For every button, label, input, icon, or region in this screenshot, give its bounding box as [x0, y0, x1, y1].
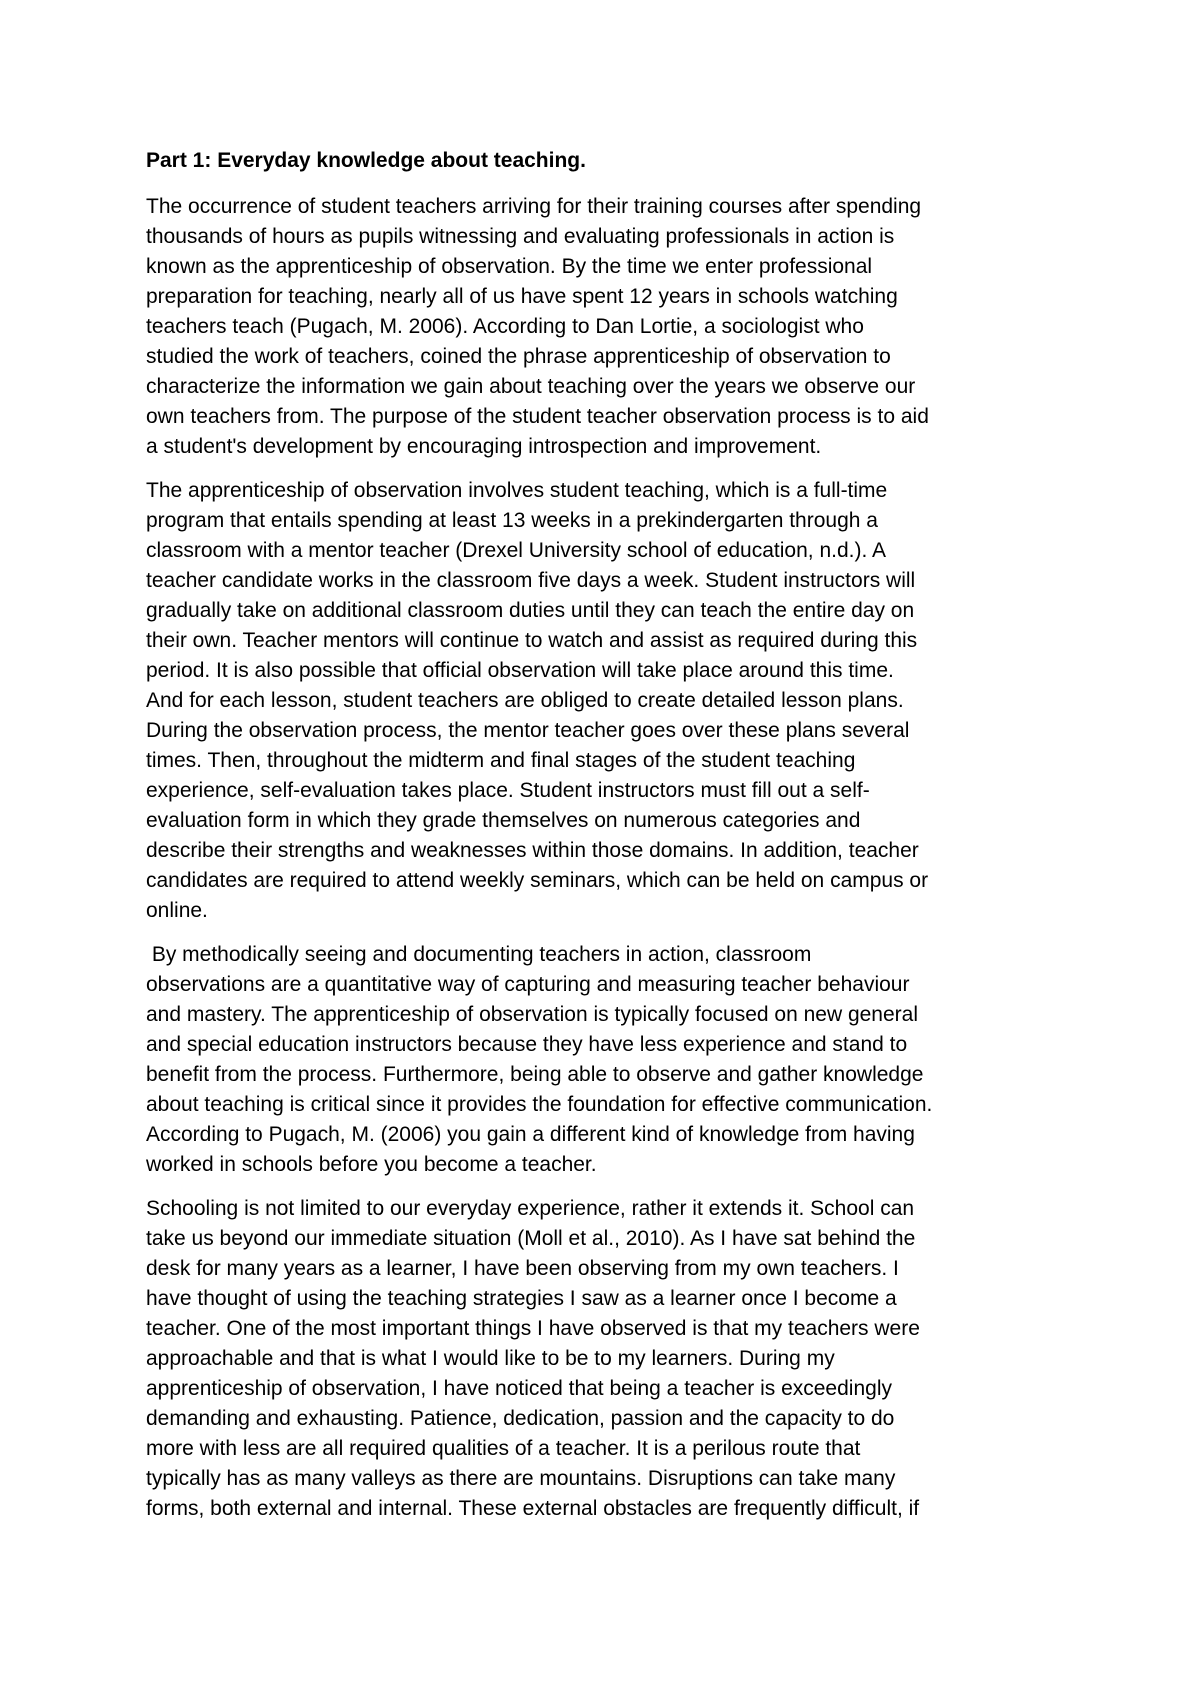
paragraph-2 — [146, 476, 1100, 926]
text-line: approachable and that is what I would like to be to my learners. During my — [146, 1347, 835, 1370]
text-line: And for each lesson, student teachers are obliged to create detailed lesson plans. — [146, 689, 904, 712]
text-line: teacher. One of the most important things I have observed is that my teachers were — [146, 1317, 920, 1340]
text-line: about teaching is critical since it provides the foundation for effective communication. — [146, 1093, 933, 1116]
text-line: The occurrence of student teachers arriving for their training courses after spending — [146, 195, 922, 218]
text-line: apprenticeship of observation, I have noticed that being a teacher is exceedingly — [146, 1377, 892, 1400]
paragraph-4 — [146, 1194, 1100, 1524]
text-line: their own. Teacher mentors will continue to watch and assist as required during this — [146, 629, 918, 652]
text-line: evaluation form in which they grade themselves on numerous categories and — [146, 809, 861, 832]
text-line: The apprenticeship of observation involves student teaching, which is a full-time — [146, 479, 888, 502]
text-line: and special education instructors because they have less experience and stand to — [146, 1033, 908, 1056]
text-line: According to Pugach, M. (2006) you gain a different kind of knowledge from having — [146, 1123, 915, 1146]
text-line: program that entails spending at least 13 weeks in a prekindergarten through a — [146, 509, 878, 532]
text-line: During the observation process, the mentor teacher goes over these plans several — [146, 719, 910, 742]
text-line: demanding and exhausting. Patience, dedication, passion and the capacity to do — [146, 1407, 895, 1430]
text-line: benefit from the process. Furthermore, being able to observe and gather knowledge — [146, 1063, 924, 1086]
text-line: take us beyond our immediate situation (Moll et al., 2010). As I have sat behind the — [146, 1227, 916, 1250]
text-line: known as the apprenticeship of observation. By the time we enter professional — [146, 255, 873, 278]
text-line: observations are a quantitative way of capturing and measuring teacher behaviour — [146, 973, 910, 996]
text-line: gradually take on additional classroom duties until they can teach the entire day on — [146, 599, 915, 622]
text-line: teachers teach (Pugach, M. 2006). According to Dan Lortie, a sociologist who — [146, 315, 864, 338]
text-line: period. It is also possible that official observation will take place around this time. — [146, 659, 894, 682]
text-line: characterize the information we gain about teaching over the years we observe our — [146, 375, 916, 398]
text-line: By methodically seeing and documenting teachers in action, classroom — [146, 943, 812, 966]
text-line: online. — [146, 899, 208, 922]
text-line: studied the work of teachers, coined the phrase apprenticeship of observation to — [146, 345, 891, 368]
text-line: forms, both external and internal. These external obstacles are frequently difficult, if — [146, 1497, 920, 1520]
text-line: thousands of hours as pupils witnessing and evaluating professionals in action is — [146, 225, 895, 248]
text-line: preparation for teaching, nearly all of us have spent 12 years in schools watching — [146, 285, 898, 308]
text-line: classroom with a mentor teacher (Drexel University school of education, n.d.). A — [146, 539, 886, 562]
text-line: times. Then, throughout the midterm and final stages of the student teaching — [146, 749, 856, 772]
text-line: worked in schools before you become a teacher. — [146, 1153, 597, 1176]
paragraph-1 — [146, 192, 1100, 462]
text-line: experience, self-evaluation takes place. Student instructors must fill out a self- — [146, 779, 870, 802]
text-line: candidates are required to attend weekly seminars, which can be held on campus or — [146, 869, 929, 892]
text-line: teacher candidate works in the classroom five days a week. Student instructors will — [146, 569, 916, 592]
text-line: and mastery. The apprenticeship of observation is typically focused on new general — [146, 1003, 918, 1026]
text-line: desk for many years as a learner, I have been observing from my own teachers. I — [146, 1257, 899, 1280]
text-line: own teachers from. The purpose of the student teacher observation process is to aid — [146, 405, 929, 428]
text-line: describe their strengths and weaknesses within those domains. In addition, teacher — [146, 839, 919, 862]
document-heading: Part 1: Everyday knowledge about teaching. — [146, 149, 586, 172]
text-line: more with less are all required qualities of a teacher. It is a perilous route that — [146, 1437, 861, 1460]
text-line: typically has as many valleys as there are mountains. Disruptions can take many — [146, 1467, 896, 1490]
text-line: Schooling is not limited to our everyday experience, rather it extends it. School can — [146, 1197, 915, 1220]
text-line: have thought of using the teaching strategies I saw as a learner once I become a — [146, 1287, 897, 1310]
paragraph-3 — [146, 940, 1100, 1180]
text-line: a student's development by encouraging introspection and improvement. — [146, 435, 822, 458]
